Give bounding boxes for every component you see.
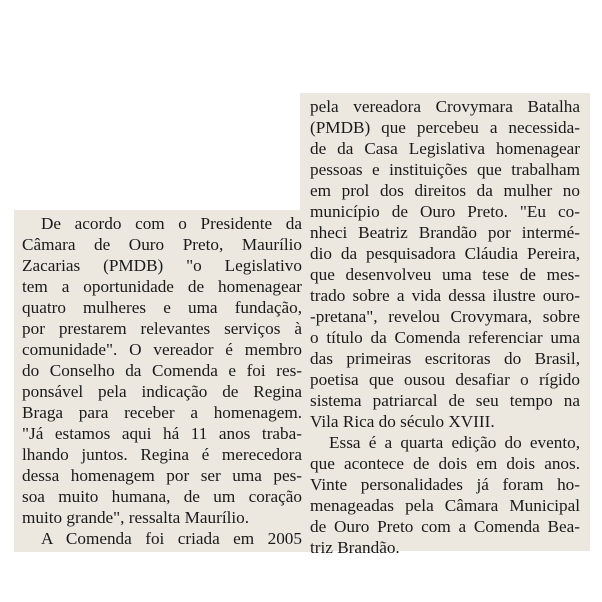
text-line: "Já estamos aqui há 11 anos traba-	[22, 424, 302, 443]
article-left-column	[22, 213, 302, 549]
text-line: -pretana", revelou Crovymara, sobre	[310, 307, 580, 326]
text-line: Zacarias (PMDB) "o Legislativo	[22, 256, 302, 275]
text-line: quatro mulheres e uma fundação,	[22, 298, 302, 317]
text-line: (PMDB) que percebeu a necessida-	[310, 118, 580, 137]
text-line: De acordo com o Presidente da	[41, 214, 302, 233]
text-line: trado sobre a vida dessa ilustre ouro-	[310, 286, 580, 305]
text-line: A Comenda foi criada em 2005	[41, 529, 302, 548]
text-line: em prol dos direitos da mulher no	[310, 181, 580, 200]
text-line: muito grande", ressalta Maurílio.	[22, 508, 250, 527]
text-line: tem a oportunidade de homenagear	[22, 277, 302, 296]
text-line: ponsável pela indicação de Regina	[22, 382, 302, 401]
text-line: do Conselho da Comenda e foi res-	[22, 361, 302, 380]
text-line: de Ouro Preto com a Comenda Bea-	[310, 517, 580, 536]
text-line: Vila Rica do século XVIII.	[310, 412, 495, 431]
text-line: soa muito humana, de um coração	[22, 487, 302, 506]
text-line: comunidade". O vereador é membro	[22, 340, 302, 359]
text-line: lhando juntos. Regina é merecedora	[22, 445, 302, 464]
text-line: das primeiras escritoras do Brasil,	[310, 349, 580, 368]
text-line: dessa homenagem por ser uma pes-	[22, 466, 302, 485]
text-line: Vinte personalidades já foram ho-	[310, 475, 580, 494]
text-line: nheci Beatriz Brandão por intermé-	[310, 223, 580, 242]
text-line: o título da Comenda referenciar uma	[310, 328, 580, 347]
text-line: Câmara de Ouro Preto, Maurílio	[22, 235, 302, 254]
text-line: triz Brandão.	[310, 538, 400, 557]
text-line: que desenvolveu uma tese de mes-	[310, 265, 580, 284]
article-right-column	[310, 96, 580, 558]
text-line: Essa é a quarta edição do evento,	[329, 433, 580, 452]
text-line: Braga para receber a homenagem.	[22, 403, 302, 422]
text-line: menageadas pela Câmara Municipal	[310, 496, 580, 515]
text-line: que acontece de dois em dois anos.	[310, 454, 580, 473]
text-line: de da Casa Legislativa homenagear	[310, 139, 580, 158]
text-line: pessoas e instituições que trabalham	[310, 160, 580, 179]
text-line: sistema patriarcal de seu tempo na	[310, 391, 580, 410]
text-line: dio da pesquisadora Cláudia Pereira,	[310, 244, 580, 263]
text-line: pela vereadora Crovymara Batalha	[310, 97, 580, 116]
text-line: município de Ouro Preto. "Eu co-	[310, 202, 580, 221]
text-line: por prestarem relevantes serviços à	[22, 319, 302, 338]
text-line: poetisa que ousou desafiar o rígido	[310, 370, 580, 389]
